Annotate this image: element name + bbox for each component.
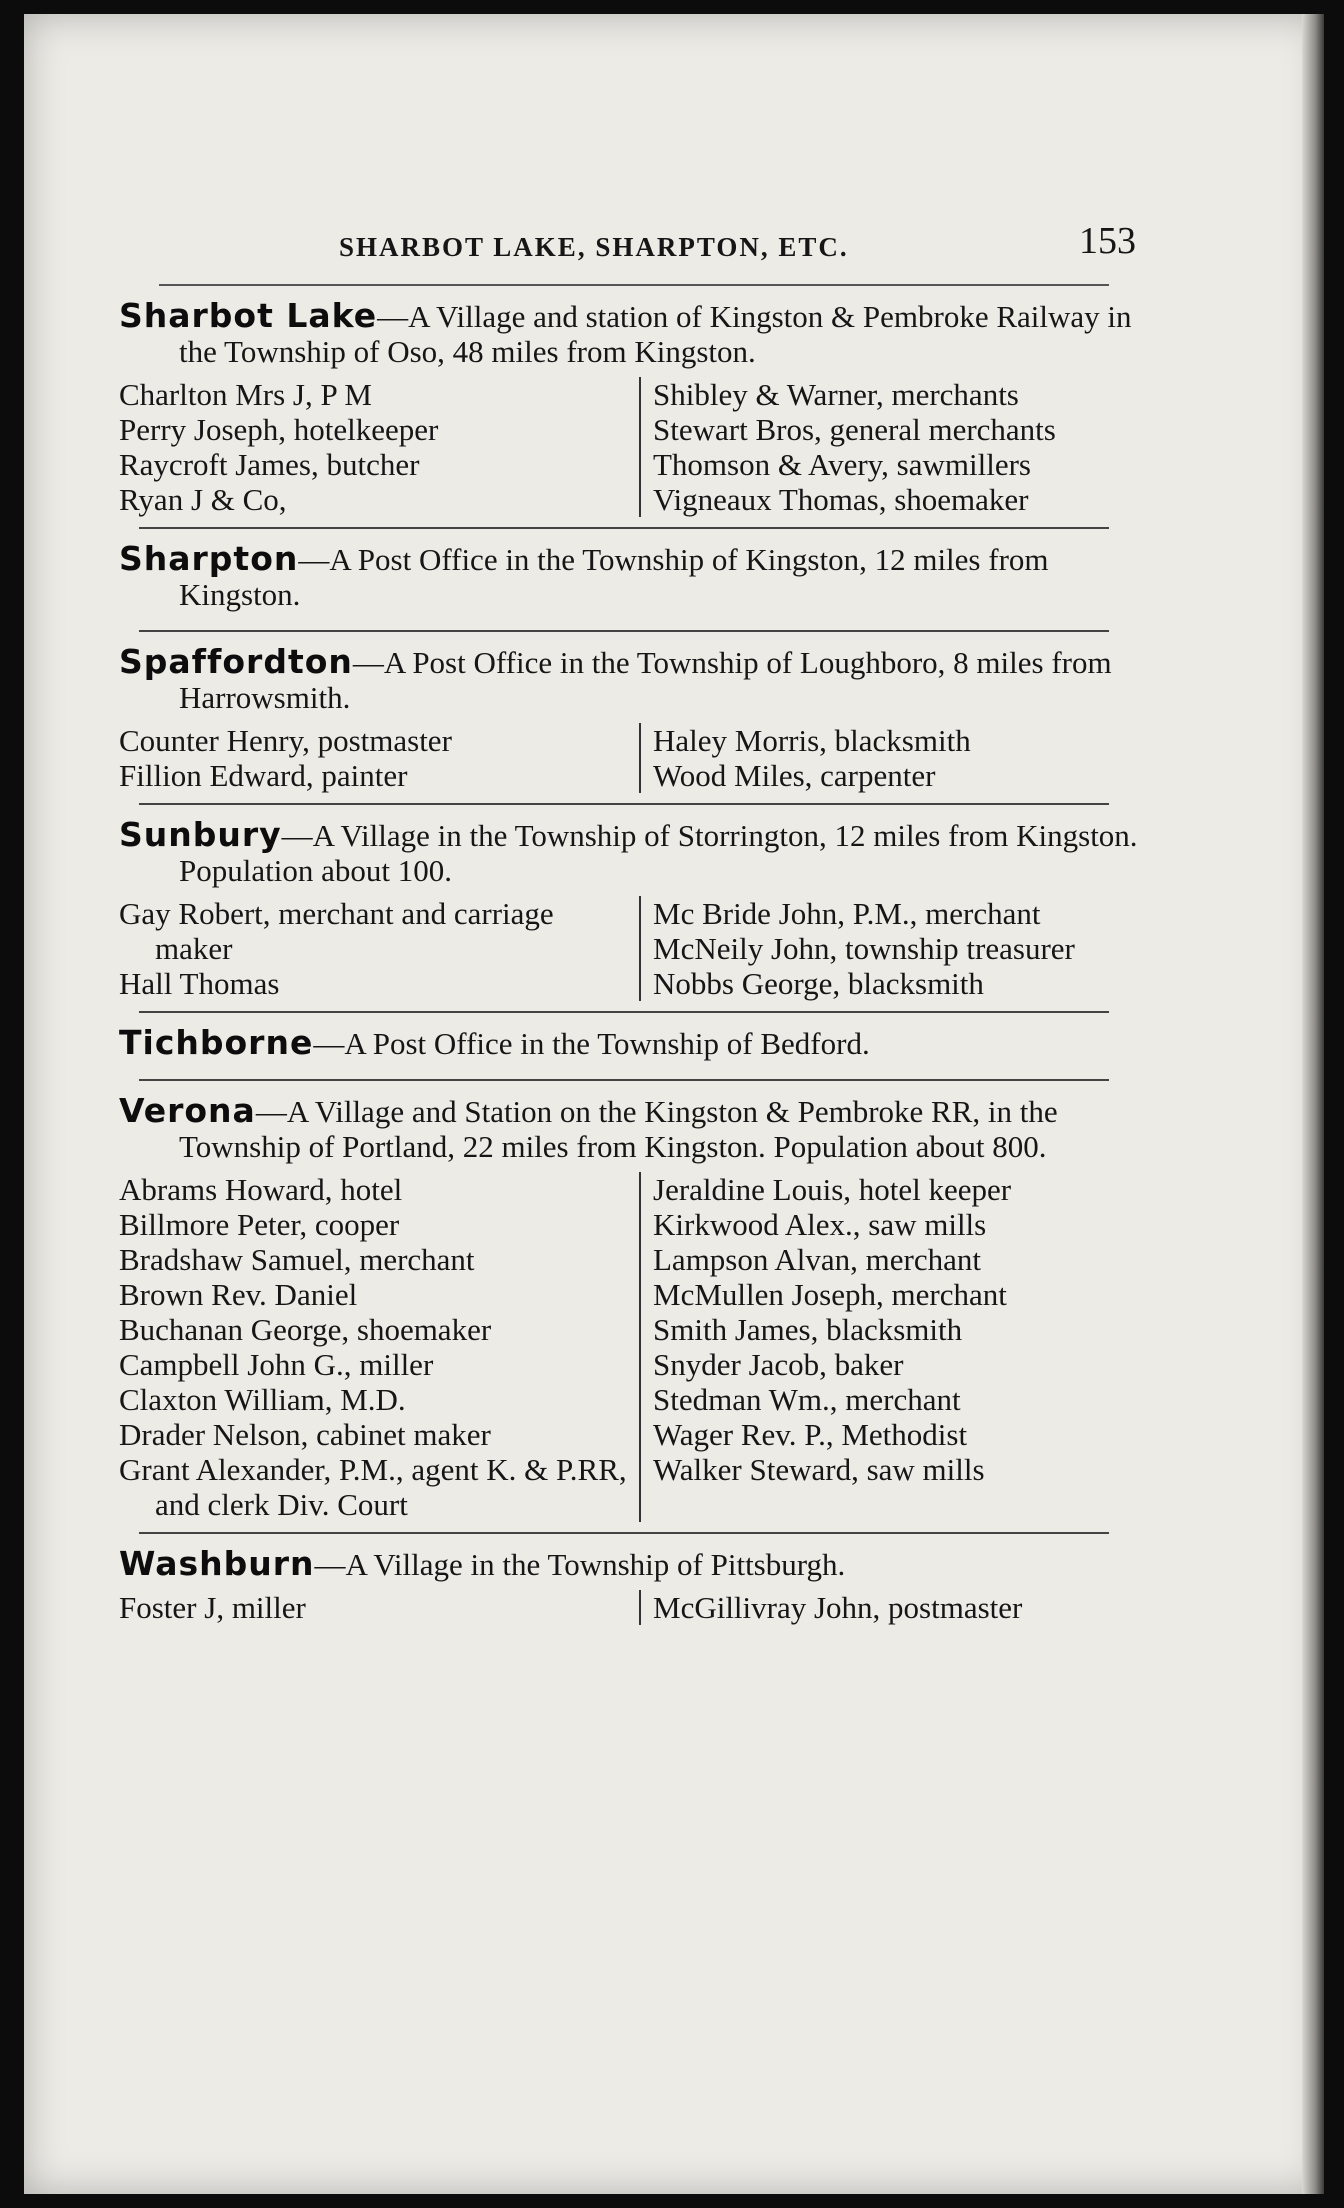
directory-entry: McNeily John, township treasurer [653,931,1075,966]
page-binding-edge [1302,14,1324,2194]
directory-entry: Abrams Howard, hotel [119,1172,403,1207]
directory-entry: Jeraldine Louis, hotel keeper [653,1172,1012,1207]
section-intro [119,644,1149,715]
directory-entry: Hall Thomas [119,966,280,1001]
section-intro [119,1093,1149,1164]
page-header [119,220,1149,284]
directory-entry: Snyder Jacob, baker [653,1347,904,1382]
place-description: —A Post Office in the Township of Loughboro, 8 miles from Harrowsmith. [179,645,1112,715]
section-intro [119,1546,1149,1582]
entry-columns [119,1172,1149,1522]
directory-entry: Claxton William, M.D. [119,1382,406,1417]
directory-entry: Haley Morris, blacksmith [653,723,971,758]
entry-columns [119,896,1149,1001]
directory-entry: Charlton Mrs J, P M [119,377,372,412]
directory-entry: Drader Nelson, cabinet maker [119,1417,491,1452]
place-name: Sharbot Lake [119,296,378,335]
entry-columns [119,723,1149,793]
directory-entry: Ryan J & Co, [119,482,287,517]
directory-entry: Brown Rev. Daniel [119,1277,358,1312]
place-name: Sharpton [119,539,299,578]
directory-entry: McMullen Joseph, merchant [653,1277,1007,1312]
place-description: —A Village and station of Kingston & Pembroke Railway in the Township of Oso, 48 miles from Kingston. [179,299,1132,369]
directory-sections [119,286,1149,1635]
directory-entry: Lampson Alvan, merchant [653,1242,981,1277]
right-column [639,723,1159,793]
section-intro [119,817,1149,888]
directory-entry: Buchanan George, shoemaker [119,1312,492,1347]
directory-entry: Foster J, miller [119,1590,306,1625]
left-column [119,377,639,517]
directory-entry: Billmore Peter, cooper [119,1207,400,1242]
directory-entry: Vigneaux Thomas, shoemaker [653,482,1029,517]
directory-page [119,220,1149,1924]
place-description: —A Post Office in the Township of Bedford. [313,1026,870,1061]
directory-entry: Bradshaw Samuel, merchant [119,1242,475,1277]
directory-section [119,1013,1149,1079]
directory-entry: Gay Robert, merchant and carriage maker [119,896,554,966]
left-column [119,896,639,1001]
section-intro [119,541,1149,612]
directory-section [119,286,1149,527]
directory-section [119,805,1149,1011]
place-name: Washburn [119,1544,315,1583]
right-column [639,1172,1159,1522]
right-column [639,1590,1159,1625]
directory-section [119,1081,1149,1532]
entry-columns [119,377,1149,517]
scanned-page [24,14,1324,2194]
place-name: Spaffordton [119,642,353,681]
directory-entry: Stewart Bros, general merchants [653,412,1056,447]
place-description: —A Village and Station on the Kingston & Pembroke RR, in the Township of Portland, 22 miles from Kingston. Population about 800. [179,1094,1058,1164]
directory-entry: Kirkwood Alex., saw mills [653,1207,987,1242]
place-name: Verona [119,1091,256,1130]
place-name: Tichborne [119,1023,314,1062]
directory-entry: Shibley & Warner, merchants [653,377,1019,412]
directory-entry: Mc Bride John, P.M., merchant [653,896,1041,931]
section-intro [119,298,1149,369]
directory-entry: Campbell John G., miller [119,1347,434,1382]
entry-columns [119,1590,1149,1625]
directory-entry: Smith James, blacksmith [653,1312,963,1347]
directory-entry: Nobbs George, blacksmith [653,966,984,1001]
directory-entry: Walker Steward, saw mills [653,1452,985,1487]
place-description: —A Village in the Township of Storrington, 12 miles from Kingston. Population about 100. [179,818,1138,888]
directory-entry: Perry Joseph, hotelkeeper [119,412,439,447]
directory-entry: Stedman Wm., merchant [653,1382,961,1417]
left-column [119,1172,639,1522]
place-description: —A Village in the Township of Pittsburgh. [314,1547,846,1582]
left-column [119,723,639,793]
directory-entry: Raycroft James, butcher [119,447,420,482]
directory-entry: Fillion Edward, painter [119,758,408,793]
left-column [119,1590,639,1625]
directory-section [119,1534,1149,1635]
running-head: SHARBOT LAKE, SHARPTON, ETC. [339,232,849,262]
page-number: 153 [1079,220,1136,262]
right-column [639,377,1159,517]
right-column [639,896,1159,1001]
directory-section [119,632,1149,803]
directory-section [119,529,1149,630]
directory-entry: Grant Alexander, P.M., agent K. & P.RR, and clerk Div. Court [119,1452,627,1522]
directory-entry: Wood Miles, carpenter [653,758,936,793]
section-intro [119,1025,1149,1061]
directory-entry: Thomson & Avery, sawmillers [653,447,1031,482]
place-name: Sunbury [119,815,282,854]
directory-entry: Wager Rev. P., Methodist [653,1417,968,1452]
directory-entry: Counter Henry, postmaster [119,723,452,758]
directory-entry: McGillivray John, postmaster [653,1590,1023,1625]
place-description: —A Post Office in the Township of Kingston, 12 miles from Kingston. [179,542,1049,612]
